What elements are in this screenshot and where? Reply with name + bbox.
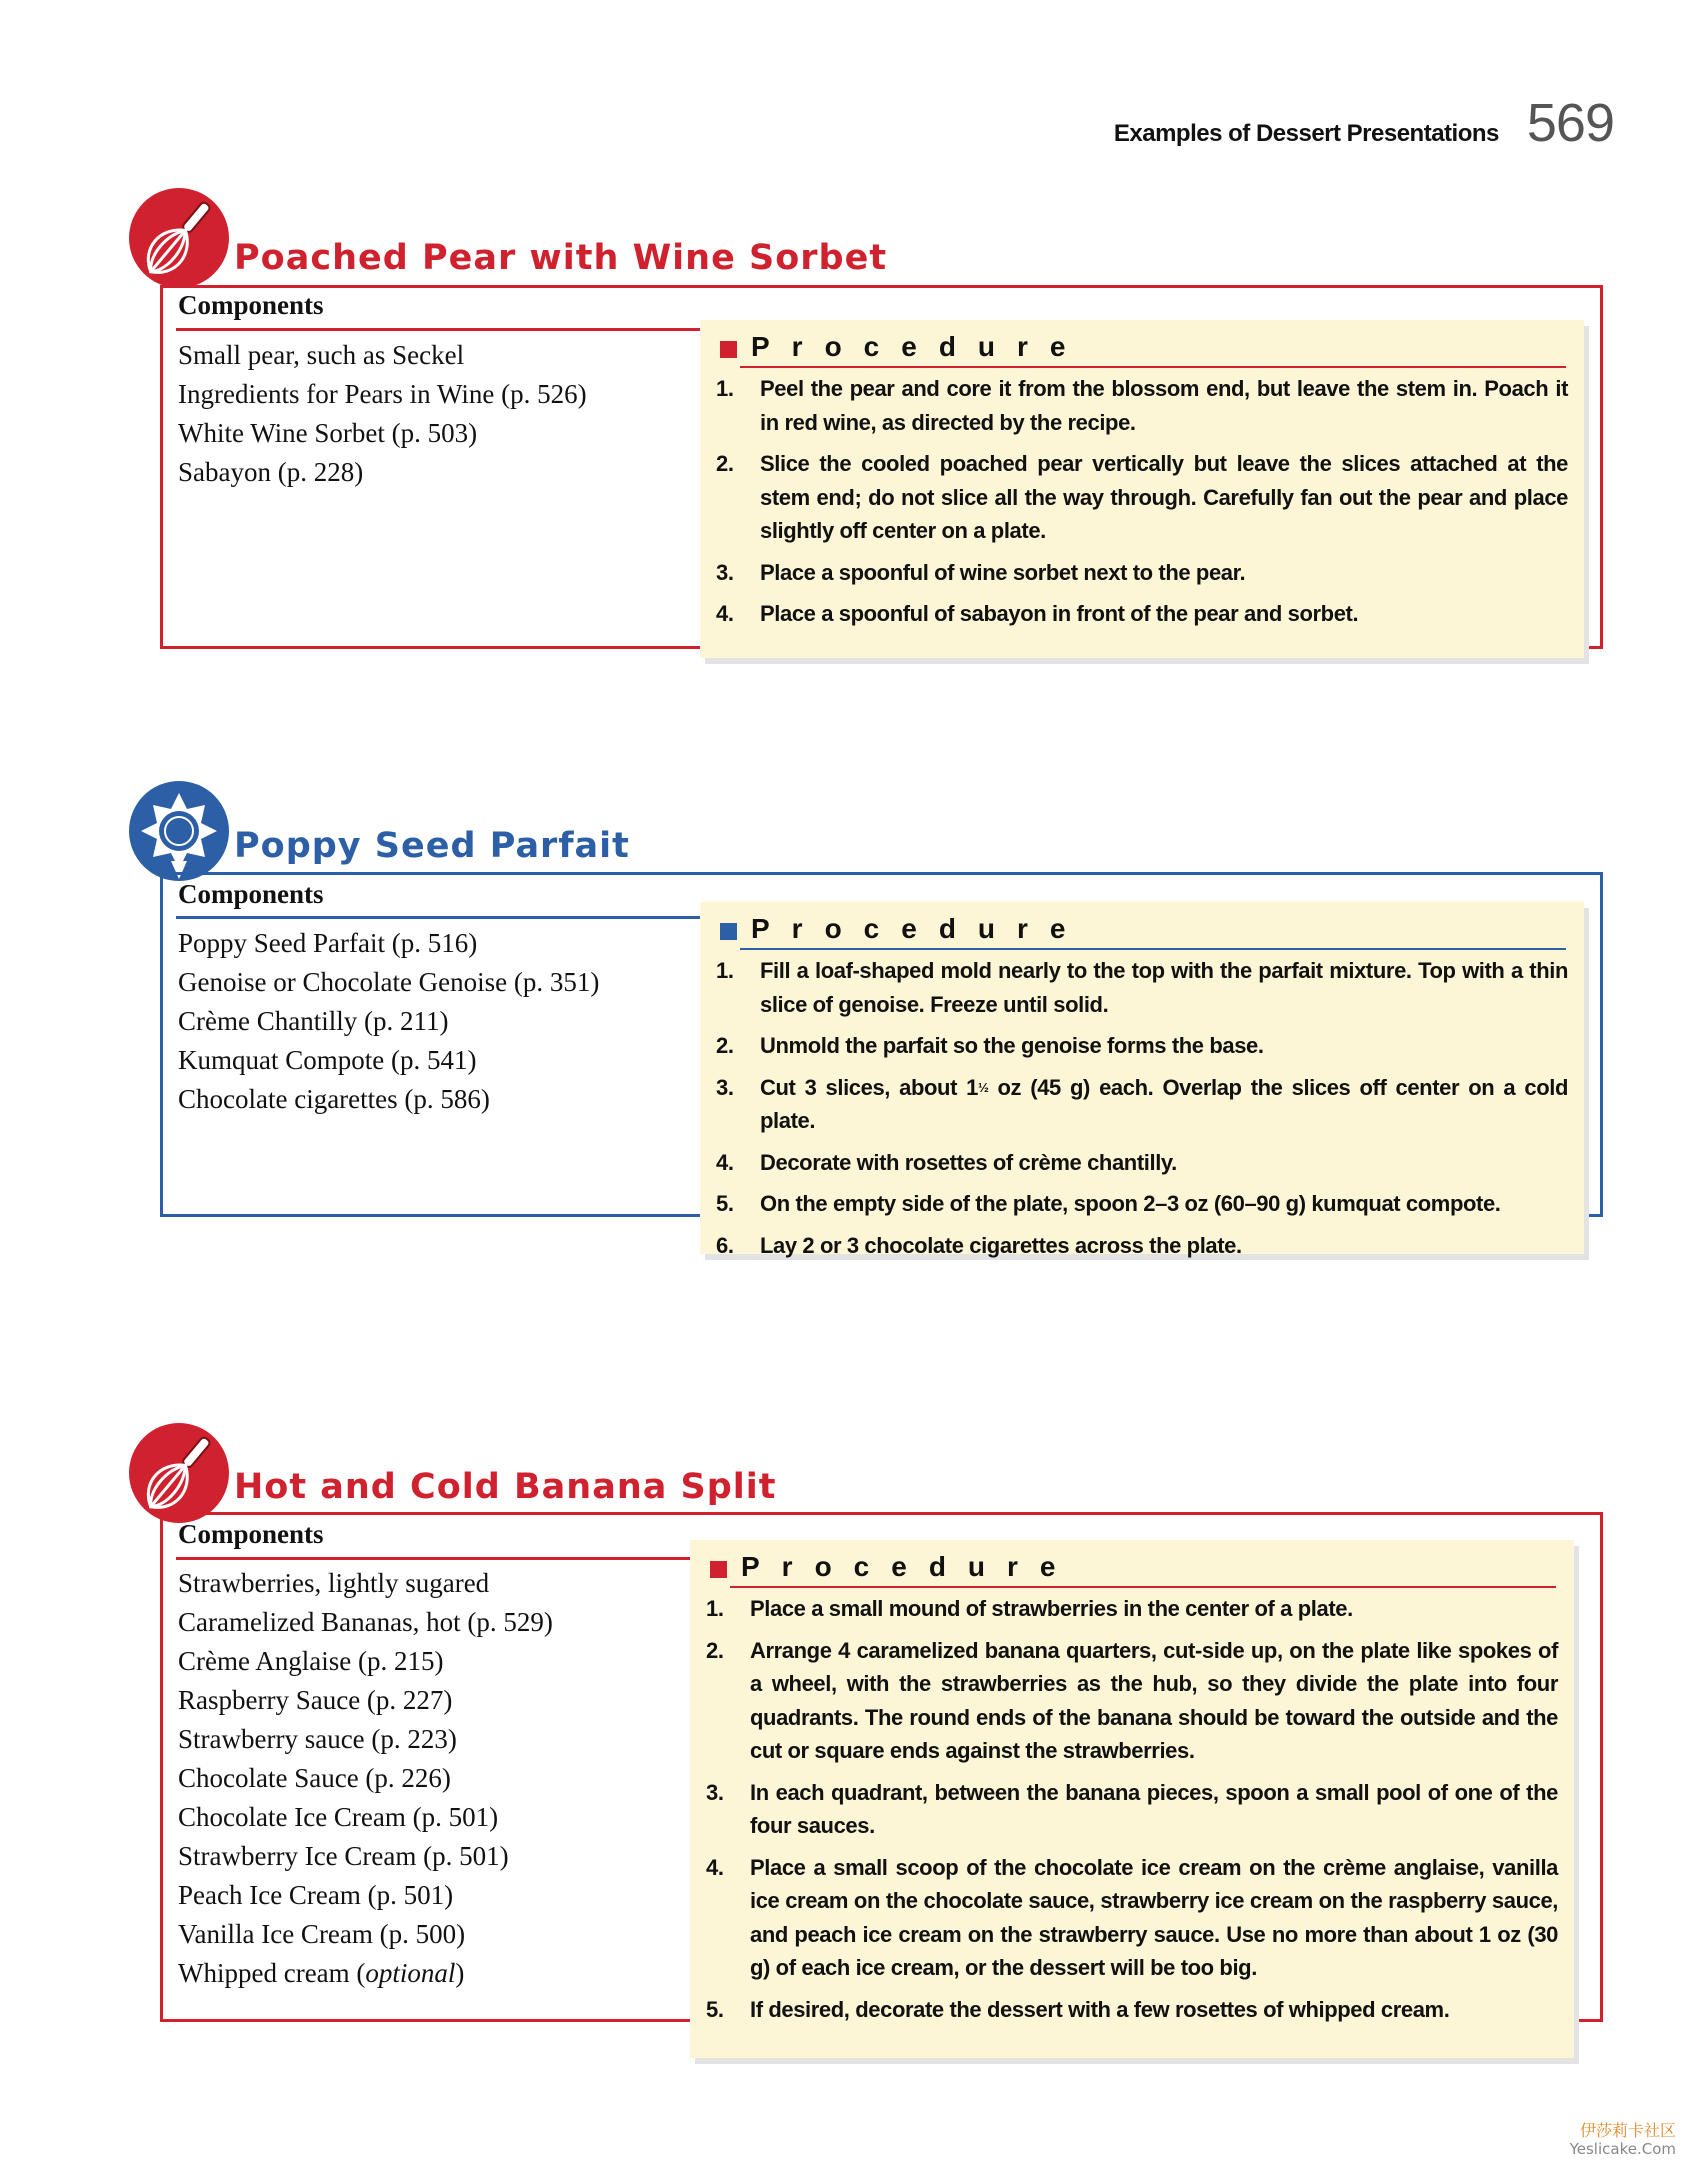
list-item: Strawberries, lightly sugared	[178, 1568, 490, 1598]
list-item-italic: optional	[365, 1958, 456, 1988]
list-item: Peach Ice Cream (p. 501)	[178, 1880, 454, 1910]
step-number: 4.	[716, 1149, 734, 1175]
step-text: On the empty side of the plate, spoon 2–3 oz (60–90 g) kumquat compote.	[760, 1191, 1501, 1216]
procedure-steps	[716, 372, 1568, 639]
procedure-panel	[700, 320, 1584, 658]
step-number: 3.	[716, 559, 734, 585]
components-rule	[176, 1557, 691, 1560]
components-list	[178, 924, 599, 1119]
step-item	[716, 954, 1568, 1021]
list-item: Chocolate cigarettes (p. 586)	[178, 1084, 490, 1114]
recipe-title: Hot and Cold Banana Split	[234, 1467, 777, 1507]
procedure-rule	[740, 948, 1566, 950]
components-label: Components	[178, 1519, 324, 1549]
step-item	[706, 1776, 1558, 1843]
components-label: Components	[178, 879, 324, 909]
list-item: Sabayon (p. 228)	[178, 457, 364, 487]
step-item	[716, 597, 1568, 631]
list-item-text: Whipped cream (	[178, 1958, 366, 1988]
list-item: Vanilla Ice Cream (p. 500)	[178, 1919, 466, 1949]
cordon-bleu-seal-icon	[127, 779, 231, 883]
step-item	[716, 1229, 1568, 1263]
page-number: 569	[1526, 93, 1614, 153]
list-item: Kumquat Compote (p. 541)	[178, 1045, 477, 1075]
list-item: White Wine Sorbet (p. 503)	[178, 418, 478, 448]
step-number: 4.	[716, 601, 734, 626]
list-item: Poppy Seed Parfait (p. 516)	[178, 928, 478, 958]
list-item: Ingredients for Pears in Wine (p. 526)	[178, 379, 587, 409]
procedure-rule	[730, 1586, 1556, 1588]
procedure-heading	[710, 1550, 1556, 1584]
step-text: Place a small mound of strawberries in the center of a plate.	[750, 1596, 1353, 1621]
components-list	[178, 336, 587, 492]
procedure-panel	[700, 902, 1584, 1258]
procedure-rule	[740, 366, 1566, 368]
step-text-part: Cut 3 slices, about 1	[760, 1074, 978, 1100]
recipe-title: Poached Pear with Wine Sorbet	[234, 238, 888, 278]
step-text: Place a spoonful of sabayon in front of the pear and sorbet.	[760, 601, 1359, 626]
step-number: 1.	[716, 376, 734, 401]
step-item	[716, 1187, 1568, 1221]
procedure-label: Procedure	[751, 913, 1088, 944]
whisk-icon	[127, 1421, 231, 1525]
recipe-title: Poppy Seed Parfait	[234, 826, 630, 866]
square-marker-icon	[710, 1561, 727, 1578]
step-number: 5.	[716, 1191, 734, 1216]
fraction: ½	[977, 1079, 989, 1095]
step-number: 4.	[706, 1854, 724, 1880]
step-number: 1.	[716, 958, 734, 983]
procedure-label: Procedure	[741, 1551, 1078, 1582]
procedure-steps	[706, 1592, 1558, 2034]
step-text	[760, 1071, 1568, 1138]
step-number: 5.	[706, 1996, 724, 2022]
step-text: Arrange 4 caramelized banana quarters, cut-side up, on the plate like spokes of a wheel, with the strawberries as the hub, so they divide the plate into four quadrants. The round ends of the banana should be toward the outside and the cut or square ends against the strawberries.	[750, 1637, 1558, 1763]
components-rule	[176, 916, 701, 919]
procedure-steps	[716, 954, 1568, 1270]
list-item: Genoise or Chocolate Genoise (p. 351)	[178, 967, 600, 997]
step-item	[716, 1071, 1568, 1138]
step-text-part: oz (45 g) each. Overlap the slices off center on a cold plate.	[760, 1074, 1569, 1133]
procedure-heading	[720, 912, 1566, 946]
procedure-heading	[720, 330, 1566, 364]
list-item-close: )	[455, 1958, 465, 1988]
step-number: 2.	[716, 1033, 734, 1058]
step-number: 3.	[716, 1074, 734, 1100]
step-number: 6.	[716, 1232, 734, 1258]
step-text: Slice the cooled poached pear vertically but leave the slices attached at the stem end; do not slice all the way through. Carefully fan out the pear and place slightly off center on a plate.	[760, 451, 1568, 543]
step-text: Lay 2 or 3 chocolate cigarettes across the plate.	[760, 1232, 1242, 1258]
components-list	[178, 1564, 553, 1993]
list-item: Small pear, such as Seckel	[178, 340, 465, 370]
step-text: If desired, decorate the dessert with a few rosettes of whipped cream.	[750, 1996, 1450, 2022]
step-item	[706, 1993, 1558, 2027]
running-head	[1114, 92, 1614, 154]
step-item	[716, 447, 1568, 548]
procedure-panel	[690, 1540, 1574, 2058]
step-text: Unmold the parfait so the genoise forms the base.	[760, 1033, 1264, 1058]
step-text: Place a small scoop of the chocolate ice cream on the crème anglaise, vanilla ice cream on the chocolate sauce, strawberry ice cream on the raspberry sauce, and peach ice cream on the strawberry sauce. Use no more than about 1 oz (30 g) of each ice cream, or the dessert will be too big.	[750, 1854, 1558, 1980]
list-item: Crème Chantilly (p. 211)	[178, 1006, 449, 1036]
step-text: Decorate with rosettes of crème chantilly.	[760, 1149, 1177, 1175]
step-item	[706, 1634, 1558, 1768]
list-item	[178, 1954, 553, 1993]
step-number: 1.	[706, 1596, 724, 1621]
step-item	[716, 556, 1568, 590]
step-number: 2.	[706, 1637, 724, 1663]
list-item: Raspberry Sauce (p. 227)	[178, 1685, 453, 1715]
list-item: Crème Anglaise (p. 215)	[178, 1646, 444, 1676]
step-number: 2.	[716, 451, 734, 476]
step-item	[706, 1592, 1558, 1626]
list-item: Caramelized Bananas, hot (p. 529)	[178, 1607, 553, 1637]
list-item: Strawberry Ice Cream (p. 501)	[178, 1841, 509, 1871]
step-number: 3.	[706, 1779, 724, 1805]
step-item	[716, 372, 1568, 439]
running-title: Examples of Dessert Presentations	[1113, 120, 1499, 147]
step-item	[716, 1029, 1568, 1063]
step-item	[716, 1146, 1568, 1180]
components-label: Components	[178, 290, 324, 320]
step-text: Place a spoonful of wine sorbet next to the pear.	[760, 559, 1246, 585]
step-item	[706, 1851, 1558, 1985]
procedure-label: Procedure	[751, 331, 1088, 362]
list-item: Strawberry sauce (p. 223)	[178, 1724, 457, 1754]
step-text: Peel the pear and core it from the blossom end, but leave the stem in. Poach it in red wine, as directed by the recipe.	[760, 376, 1568, 435]
list-item: Chocolate Sauce (p. 226)	[178, 1763, 451, 1793]
watermark-url: Yeslicake.Com	[1569, 2140, 1676, 2158]
square-marker-icon	[720, 923, 737, 940]
whisk-icon	[127, 186, 231, 290]
square-marker-icon	[720, 341, 737, 358]
step-text: Fill a loaf-shaped mold nearly to the top with the parfait mixture. Top with a thin slice of genoise. Freeze until solid.	[760, 958, 1568, 1017]
components-rule	[176, 328, 701, 331]
watermark-chinese: 伊莎莉卡社区	[1579, 2121, 1676, 2140]
list-item: Chocolate Ice Cream (p. 501)	[178, 1802, 499, 1832]
step-text: In each quadrant, between the banana pieces, spoon a small pool of one of the four sauces.	[750, 1779, 1558, 1838]
